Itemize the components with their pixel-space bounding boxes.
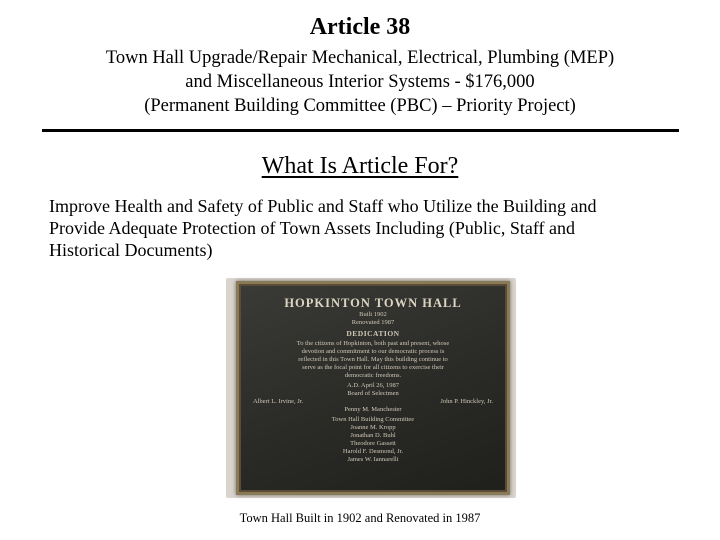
subtitle-line: (Permanent Building Committee (PBC) – Priority Project)	[144, 96, 576, 116]
dedication-line: reflected in this Town Hall. May this building continue to	[298, 356, 448, 363]
section-heading: What Is Article For?	[261, 153, 459, 179]
plaque-renovated: Renovated 1987	[351, 319, 395, 326]
plaque-committee-label: Town Hall Building Committee	[331, 416, 415, 423]
dedication-line: serve as the focal point for all citizens to exercise their	[302, 364, 444, 371]
committee-member: Jonathan D. Buhl	[350, 432, 396, 439]
board-member-right: John P. Hinckley, Jr.	[440, 398, 493, 405]
committee-member: James W. Iannarelli	[347, 456, 399, 463]
body-text	[49, 195, 689, 261]
board-member-left: Albert L. Irvine, Jr.	[253, 398, 304, 405]
slide-title: Article 38	[309, 14, 411, 40]
slide-subtitle	[0, 46, 720, 118]
dedication-line: democratic freedoms.	[344, 372, 402, 379]
subtitle-line: Town Hall Upgrade/Repair Mechanical, Electrical, Plumbing (MEP)	[105, 48, 615, 68]
plaque-photo	[226, 278, 516, 498]
board-member-center: Penny M. Manchester	[344, 406, 402, 413]
dedication-line: devotion and commitment to our democratic process is	[301, 348, 445, 355]
plaque-dedication-text	[239, 340, 507, 380]
committee-member: Joanne M. Kropp	[350, 424, 396, 431]
committee-member: Harold F. Desmond, Jr.	[342, 448, 404, 455]
plaque-board-label: Board of Selectmen	[347, 390, 399, 397]
image-caption: Town Hall Built in 1902 and Renovated in 1987	[239, 511, 481, 525]
body-line: Provide Adequate Protection of Town Assets Including (Public, Staff and	[49, 218, 576, 238]
plaque-date: A.D. April 26, 1987	[347, 382, 399, 389]
body-line: Historical Documents)	[49, 240, 213, 260]
subtitle-line: and Miscellaneous Interior Systems - $176,000	[185, 72, 535, 92]
plaque-dedication-label: DEDICATION	[346, 329, 400, 338]
bronze-plaque	[236, 281, 510, 495]
committee-member: Theodore Gassett	[350, 440, 396, 447]
dedication-line: To the citizens of Hopkinton, both past and present, whose	[296, 340, 450, 347]
body-line: Improve Health and Safety of Public and Staff who Utilize the Building and	[49, 196, 597, 216]
divider-rule	[42, 129, 679, 132]
plaque-built: Built 1902	[359, 311, 387, 318]
plaque-board-row	[239, 398, 507, 406]
plaque-title: HOPKINTON TOWN HALL	[284, 296, 462, 310]
